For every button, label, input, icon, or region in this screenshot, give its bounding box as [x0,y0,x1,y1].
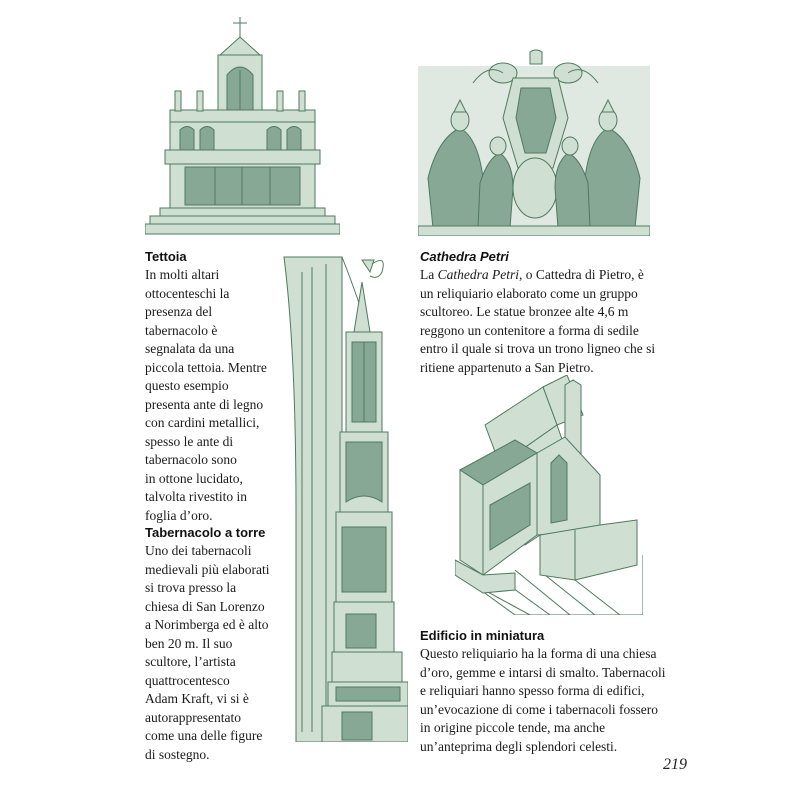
caption-line: scultoreo. Le statue bronzee alte 4,6 m [420,304,629,319]
caption-line: questo esempio [145,378,229,393]
caption-line: Uno dei tabernacoli [145,543,252,558]
caption-line: in ottone lucidato, [145,470,243,486]
caption-line: chiesa di San Lorenzo [145,598,265,614]
caption-line: medievali più elaborati [145,561,270,577]
caption-line: tabernacolo è [145,322,218,338]
caption-line: autorappresentato [145,709,241,725]
caption-line: tabernacolo sono [145,452,237,467]
caption-line: piccola tettoia. Mentre [145,359,267,375]
caption-line [420,266,690,285]
caption-line: In molti altari [145,267,220,282]
altar-illustration [145,15,340,237]
caption-line: foglia d’oro. [145,507,213,523]
caption-text-italic: Cathedra Petri [437,267,519,282]
caption-line: d’oro, gemme e intarsi di smalto. Tabernacoli [420,664,666,680]
caption-line: presenta ante di legno [145,396,264,412]
caption-line: si trova presso la [145,580,237,595]
cathedra-petri-illustration [418,48,650,236]
caption-body [420,266,690,377]
caption-title: Tabernacolo a torre [145,525,266,540]
caption-line: ritiene appartenuto a San Pietro. [420,359,594,375]
caption-line: a Norimberga ed è alto [145,617,269,632]
caption-line: presenza del [145,304,213,319]
caption-text: , o Cattedra di Pietro, è [519,267,644,282]
caption-title: Edificio in miniatura [420,628,545,643]
caption-line: in origine piccole tende, ma anche [420,720,606,735]
caption-line: segnalata da una [145,341,235,356]
caption-line: spesso le ante di [145,433,234,449]
caption-text: La [420,267,438,282]
caption-body [145,542,280,764]
caption-line: un’evocazione di come i tabernacoli fossero [420,701,659,717]
caption-line: un’anteprima degli splendori celesti. [420,738,618,754]
miniature-building-illustration [455,375,643,615]
caption-tettoia [145,248,280,525]
caption-body [420,645,700,756]
caption-line: Questo reliquiario ha la forma di una chiesa [420,646,657,661]
caption-line: e reliquiari hanno spesso forma di edifici, [420,683,645,698]
caption-edificio-miniatura [420,627,700,756]
page-number: 219 [663,756,687,773]
caption-cathedra-petri [420,248,690,377]
altar-cross-icon [233,17,247,37]
caption-line: entro il quale si trova un trono ligneo che si [420,341,656,356]
caption-line: talvolta rivestito in [145,489,247,504]
caption-line: un reliquiario elaborato come un gruppo [420,285,638,301]
caption-title: Tettoia [145,249,187,264]
caption-line: quattrocentesco [145,672,230,688]
caption-tabernacolo-torre [145,524,280,764]
caption-line: Adam Kraft, vi si è [145,691,249,706]
caption-line: con cardini metallici, [145,415,260,430]
caption-line: di sostegno. [145,746,210,762]
caption-line: come una delle figure [145,728,263,743]
caption-title: Cathedra Petri [420,249,509,264]
caption-line: scultore, l’artista [145,654,236,669]
caption-line: ben 20 m. Il suo [145,635,233,651]
tower-tabernacle-illustration [282,252,408,742]
caption-body [145,266,280,525]
caption-line: ottocenteschi la [145,285,230,301]
caption-line: reggono un contenitore a forma di sedile [420,322,639,338]
